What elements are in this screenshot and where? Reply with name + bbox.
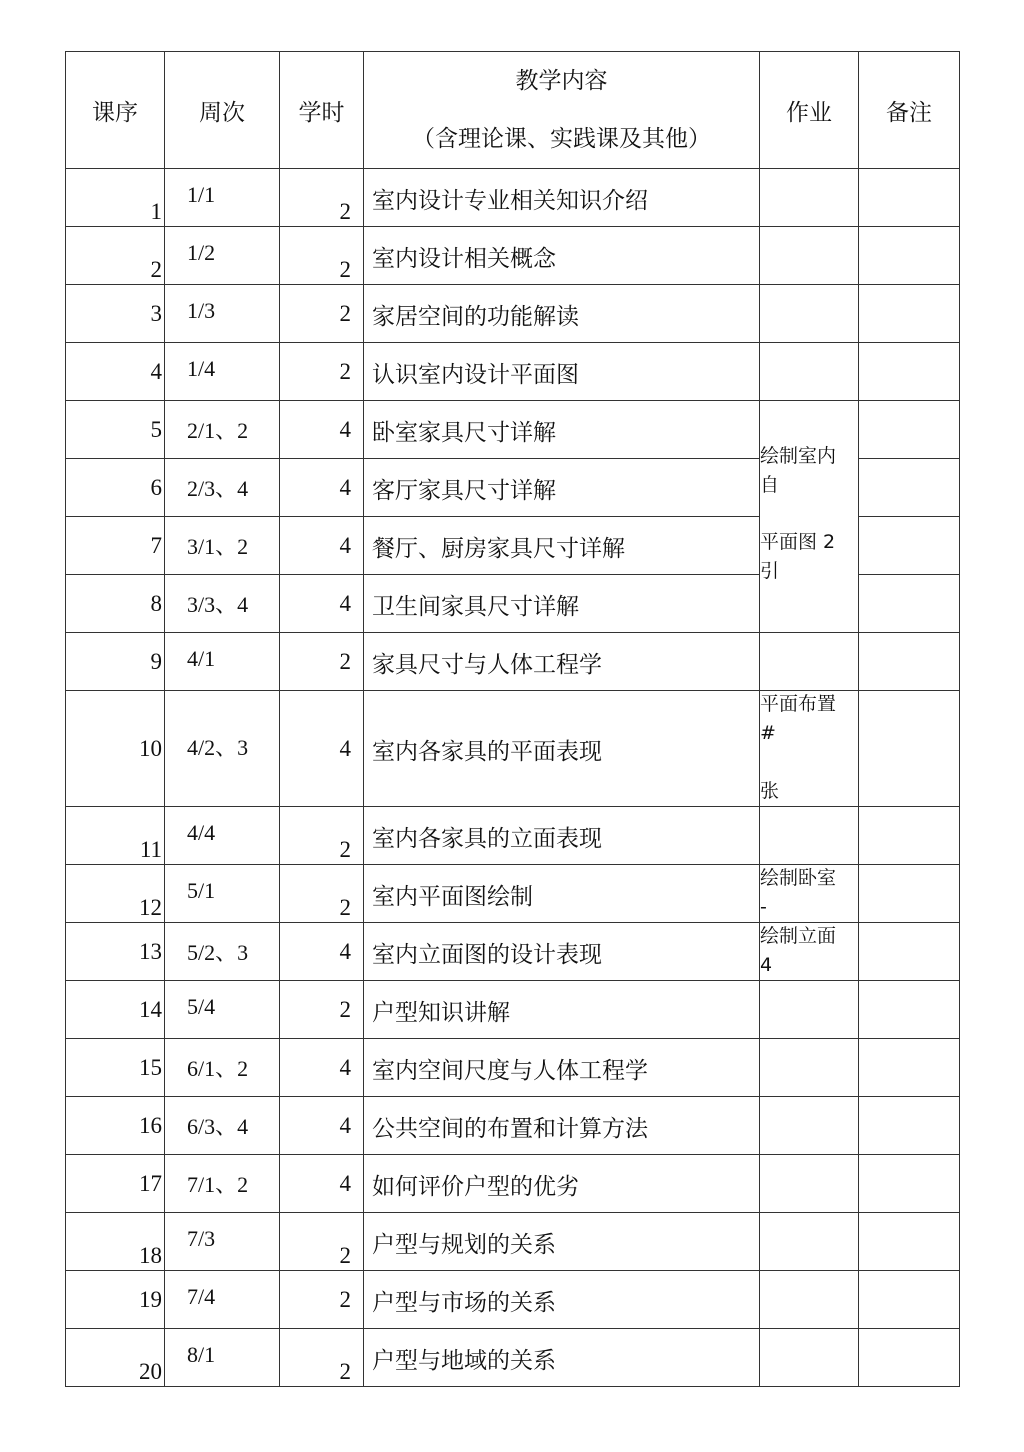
table-row	[66, 981, 960, 1039]
hours-cell: 2	[280, 227, 364, 285]
content-cell: 室内立面图的设计表现	[364, 923, 760, 981]
homework-cell	[760, 1039, 859, 1097]
hours-cell: 2	[280, 865, 364, 923]
homework-cell	[760, 807, 859, 865]
content-cell: 室内各家具的平面表现	[364, 691, 760, 807]
table-row	[66, 1213, 960, 1271]
content-cell: 卧室家具尺寸详解	[364, 401, 760, 459]
table-row	[66, 1039, 960, 1097]
week-cell: 5/2、3	[165, 923, 280, 981]
table-row	[66, 1097, 960, 1155]
table-row	[66, 1271, 960, 1329]
week-cell: 2/3、4	[165, 459, 280, 517]
hours-cell: 4	[280, 517, 364, 575]
week-cell: 5/4	[165, 981, 280, 1039]
remarks-cell	[859, 691, 960, 807]
lesson-cell: 18	[66, 1213, 165, 1271]
hours-cell: 4	[280, 1039, 364, 1097]
table-row	[66, 285, 960, 343]
remarks-cell	[859, 1155, 960, 1213]
table-row	[66, 401, 960, 459]
week-cell: 5/1	[165, 865, 280, 923]
lesson-cell: 2	[66, 227, 165, 285]
header-homework: 作业	[760, 52, 859, 169]
content-cell: 室内平面图绘制	[364, 865, 760, 923]
week-cell: 6/3、4	[165, 1097, 280, 1155]
table-row	[66, 1155, 960, 1213]
content-cell: 公共空间的布置和计算方法	[364, 1097, 760, 1155]
header-content-line1: 教学内容	[515, 68, 608, 94]
content-cell: 餐厅、厨房家具尺寸详解	[364, 517, 760, 575]
week-cell: 2/1、2	[165, 401, 280, 459]
content-cell: 客厅家具尺寸详解	[364, 459, 760, 517]
homework-cell	[760, 1329, 859, 1387]
week-cell: 6/1、2	[165, 1039, 280, 1097]
lesson-cell: 11	[66, 807, 165, 865]
week-cell: 4/2、3	[165, 691, 280, 807]
remarks-cell	[859, 459, 960, 517]
hours-cell: 2	[280, 169, 364, 227]
remarks-cell	[859, 807, 960, 865]
header-content-line2: （含理论课、实践课及其他）	[412, 126, 711, 152]
lesson-cell: 3	[66, 285, 165, 343]
table-row	[66, 691, 960, 807]
content-cell: 室内设计相关概念	[364, 227, 760, 285]
hours-cell: 2	[280, 343, 364, 401]
course-schedule-table	[65, 51, 960, 1387]
homework-cell	[760, 1271, 859, 1329]
content-cell: 室内空间尺度与人体工程学	[364, 1039, 760, 1097]
homework-cell	[760, 1155, 859, 1213]
lesson-cell: 5	[66, 401, 165, 459]
hours-cell: 2	[280, 1329, 364, 1387]
week-cell: 4/4	[165, 807, 280, 865]
table-row	[66, 343, 960, 401]
homework-cell	[760, 285, 859, 343]
table-row	[66, 633, 960, 691]
hours-cell: 2	[280, 981, 364, 1039]
homework-cell	[760, 343, 859, 401]
content-cell: 如何评价户型的优劣	[364, 1155, 760, 1213]
content-cell: 室内各家具的立面表现	[364, 807, 760, 865]
hours-cell: 4	[280, 459, 364, 517]
content-cell: 认识室内设计平面图	[364, 343, 760, 401]
remarks-cell	[859, 575, 960, 633]
header-content	[364, 52, 760, 169]
header-hours: 学时	[280, 52, 364, 169]
lesson-cell: 14	[66, 981, 165, 1039]
homework-cell-merged: 绘制室内 自 平面图 2 引	[760, 401, 859, 633]
hours-cell: 4	[280, 923, 364, 981]
remarks-cell	[859, 227, 960, 285]
lesson-cell: 16	[66, 1097, 165, 1155]
lesson-cell: 12	[66, 865, 165, 923]
homework-cell	[760, 981, 859, 1039]
header-row	[66, 52, 960, 169]
week-cell: 4/1	[165, 633, 280, 691]
hours-cell: 4	[280, 1155, 364, 1213]
homework-cell	[760, 1213, 859, 1271]
week-cell: 1/4	[165, 343, 280, 401]
week-cell: 1/3	[165, 285, 280, 343]
week-cell: 7/1、2	[165, 1155, 280, 1213]
content-cell: 户型知识讲解	[364, 981, 760, 1039]
lesson-cell: 13	[66, 923, 165, 981]
header-remarks: 备注	[859, 52, 960, 169]
table-row	[66, 807, 960, 865]
lesson-cell: 19	[66, 1271, 165, 1329]
lesson-cell: 15	[66, 1039, 165, 1097]
table-row	[66, 169, 960, 227]
homework-cell	[760, 1097, 859, 1155]
hours-cell: 4	[280, 1097, 364, 1155]
lesson-cell: 8	[66, 575, 165, 633]
homework-cell	[760, 169, 859, 227]
lesson-cell: 4	[66, 343, 165, 401]
hours-cell: 2	[280, 807, 364, 865]
content-cell: 户型与市场的关系	[364, 1271, 760, 1329]
homework-cell	[760, 227, 859, 285]
lesson-cell: 7	[66, 517, 165, 575]
homework-cell	[760, 633, 859, 691]
content-cell: 户型与规划的关系	[364, 1213, 760, 1271]
lesson-cell: 6	[66, 459, 165, 517]
remarks-cell	[859, 1097, 960, 1155]
week-cell: 7/3	[165, 1213, 280, 1271]
remarks-cell	[859, 923, 960, 981]
remarks-cell	[859, 343, 960, 401]
table-row	[66, 1329, 960, 1387]
table-row	[66, 865, 960, 923]
week-cell: 3/3、4	[165, 575, 280, 633]
hours-cell: 2	[280, 285, 364, 343]
lesson-cell: 17	[66, 1155, 165, 1213]
remarks-cell	[859, 169, 960, 227]
homework-cell: 绘制立面 4	[760, 923, 859, 981]
lesson-cell: 1	[66, 169, 165, 227]
remarks-cell	[859, 517, 960, 575]
content-cell: 室内设计专业相关知识介绍	[364, 169, 760, 227]
content-cell: 户型与地域的关系	[364, 1329, 760, 1387]
remarks-cell	[859, 1039, 960, 1097]
week-cell: 1/1	[165, 169, 280, 227]
content-cell: 卫生间家具尺寸详解	[364, 575, 760, 633]
week-cell: 7/4	[165, 1271, 280, 1329]
remarks-cell	[859, 1271, 960, 1329]
table-row	[66, 923, 960, 981]
hours-cell: 2	[280, 633, 364, 691]
hours-cell: 4	[280, 691, 364, 807]
remarks-cell	[859, 633, 960, 691]
remarks-cell	[859, 401, 960, 459]
header-lesson: 课序	[66, 52, 165, 169]
hours-cell: 2	[280, 1213, 364, 1271]
homework-cell: 绘制卧室 -	[760, 865, 859, 923]
hours-cell: 2	[280, 1271, 364, 1329]
remarks-cell	[859, 865, 960, 923]
remarks-cell	[859, 1213, 960, 1271]
content-cell: 家居空间的功能解读	[364, 285, 760, 343]
hours-cell: 4	[280, 401, 364, 459]
lesson-cell: 20	[66, 1329, 165, 1387]
week-cell: 1/2	[165, 227, 280, 285]
week-cell: 8/1	[165, 1329, 280, 1387]
remarks-cell	[859, 981, 960, 1039]
remarks-cell	[859, 1329, 960, 1387]
week-cell: 3/1、2	[165, 517, 280, 575]
table-row	[66, 227, 960, 285]
lesson-cell: 10	[66, 691, 165, 807]
lesson-cell: 9	[66, 633, 165, 691]
hours-cell: 4	[280, 575, 364, 633]
header-week: 周次	[165, 52, 280, 169]
homework-cell: 平面布置 # 张	[760, 691, 859, 807]
content-cell: 家具尺寸与人体工程学	[364, 633, 760, 691]
remarks-cell	[859, 285, 960, 343]
